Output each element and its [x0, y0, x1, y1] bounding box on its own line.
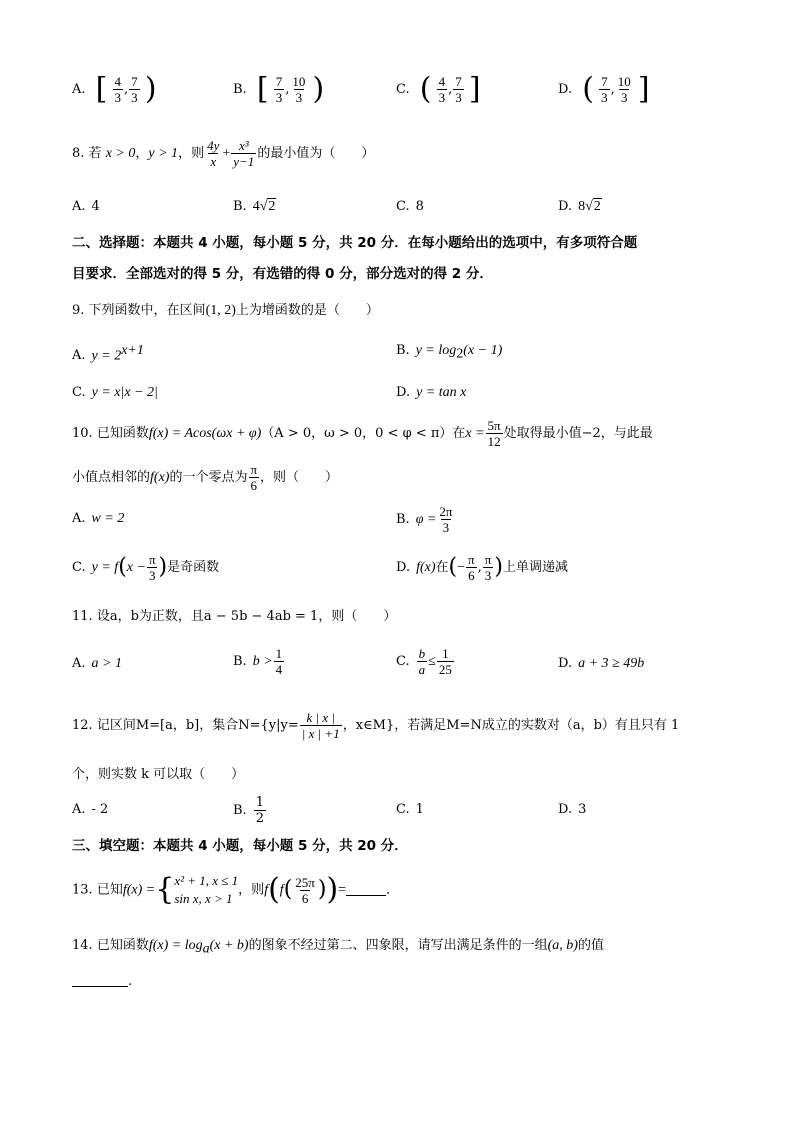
section2-heading-line2: 目要求．全部选对的得 5 分，有选错的得 0 分，部分选对的得 2 分． — [72, 266, 493, 282]
option-value: - 2 — [91, 802, 109, 817]
q10-text: ，则（ ） — [260, 470, 339, 485]
option-label: D. — [558, 656, 573, 671]
q14-text: 的图象不经过第二、四象限，请写出满足条件的一组 — [248, 938, 548, 953]
radicand: 2 — [593, 199, 601, 214]
q13-text: ，则 — [238, 882, 265, 898]
q8-text: 的最小值为（ ） — [257, 146, 375, 161]
expression: y = tan x — [416, 385, 467, 400]
numerator: π — [484, 552, 492, 567]
q10-option-c: C. y = f(x − $\frac{\pi}{3}$ )是奇函数 — [72, 552, 220, 583]
option-value: 4 — [91, 199, 100, 214]
q10-option-a — [72, 511, 124, 527]
q7-option-a: A. [ $\frac{4}{3}$ , $\frac{7}{3}$ ) — [72, 71, 157, 107]
option-label: A. — [72, 82, 86, 97]
q11-option-d — [558, 656, 644, 672]
q13-text: 已知 — [96, 882, 123, 898]
bracket: [ — [95, 71, 108, 107]
expression: x = — [465, 426, 485, 441]
option-label: A. — [72, 802, 86, 817]
function-expression: f(x) = Acos(ωx + φ) — [148, 426, 262, 441]
denominator: 6 — [301, 890, 309, 906]
q12-option-c — [396, 802, 424, 817]
q10-text: 处取得最小值−2，与此最 — [503, 426, 653, 441]
denominator: 3 — [484, 568, 492, 583]
expression: y = log — [415, 343, 457, 358]
denominator: 3 — [442, 520, 450, 535]
question-number: 13. — [72, 882, 93, 898]
numerator: 7 — [455, 74, 462, 89]
ordered-pair: (a, b) — [547, 938, 578, 953]
question-number: 11. — [72, 609, 93, 624]
denominator: a — [418, 662, 426, 677]
option-label: A. — [72, 199, 86, 214]
condition: x > 0 — [105, 146, 136, 161]
option-text: 在 — [435, 560, 449, 575]
option-value: 8 — [415, 199, 424, 214]
argument: (x − 1) — [463, 343, 503, 358]
bracket: ] — [637, 71, 650, 107]
option-label: D. — [558, 82, 573, 97]
expression: y = f — [91, 560, 119, 575]
denominator: 4 — [275, 662, 283, 677]
numerator: 7 — [601, 74, 608, 89]
denominator: 3 — [438, 90, 446, 105]
option-label: B. — [233, 82, 247, 97]
denominator: 3 — [131, 90, 138, 105]
denominator: 3 — [114, 90, 122, 105]
function-name: f — [279, 882, 284, 898]
numerator: 1 — [442, 646, 449, 661]
q8-stem — [72, 138, 374, 169]
expression: φ = — [415, 512, 437, 527]
bracket: [ — [256, 71, 269, 107]
q8-option-d: D. 8√2 — [558, 199, 601, 214]
option-label: D. — [558, 199, 573, 214]
log-base: a — [202, 941, 210, 957]
q9-option-b — [396, 343, 502, 363]
bracket: ) — [312, 71, 325, 107]
q8-option-a — [72, 199, 100, 214]
option-label: D. — [396, 385, 411, 400]
option-label: D. — [396, 560, 411, 575]
option-label: B. — [233, 654, 247, 669]
q9-text: 下列函数中，在区间 — [88, 303, 206, 318]
radicand: 2 — [268, 199, 276, 214]
q9-option-a — [72, 343, 144, 364]
numerator: 10 — [617, 74, 631, 89]
coefficient: 8 — [578, 199, 586, 214]
numerator: b — [418, 646, 426, 661]
question-number: 12. — [72, 718, 93, 733]
denominator: 6 — [468, 568, 475, 583]
numerator: 1 — [255, 795, 264, 810]
denominator: 3 — [455, 90, 462, 105]
punctuation: ． — [386, 882, 400, 898]
numerator: π — [250, 462, 258, 477]
numerator: 10 — [292, 74, 306, 89]
punctuation: . — [128, 974, 133, 989]
q12-option-a — [72, 802, 108, 817]
option-label: C. — [72, 560, 86, 575]
exponent: x+1 — [121, 343, 144, 358]
q10-text: （A > 0，ω > 0，0 < φ < π）在 — [261, 426, 466, 441]
question-number: 14. — [72, 938, 93, 953]
q10-text: 的一个零点为 — [169, 470, 248, 485]
option-label: B. — [233, 199, 247, 214]
option-label: B. — [233, 803, 247, 818]
denominator: 2 — [255, 811, 264, 826]
condition: y > 1 — [148, 146, 179, 161]
option-label: C. — [72, 385, 86, 400]
q8-option-c — [396, 199, 424, 214]
interval: (1, 2) — [205, 303, 236, 318]
q14-answer-line — [72, 974, 132, 990]
function-expression: f(x) — [150, 470, 170, 485]
q12-stem-line2: 个，则实数 k 可以取（ ） — [72, 767, 245, 782]
option-label: C. — [396, 654, 410, 669]
answer-blank[interactable] — [346, 895, 386, 896]
q8-text: ，则 — [178, 146, 205, 161]
option-label: C. — [396, 199, 410, 214]
numerator: 4 — [438, 74, 446, 89]
q8-option-b: B. 4√2 — [233, 199, 276, 214]
q12-option-b — [233, 795, 267, 826]
coefficient: 4 — [252, 199, 260, 214]
q9-stem — [72, 303, 379, 320]
expression: x − — [126, 560, 146, 575]
function-name: f — [264, 882, 269, 898]
q12-stem-line1 — [72, 710, 679, 741]
sign: − — [457, 560, 466, 575]
option-value: 1 — [415, 802, 424, 817]
q11-stem — [72, 609, 396, 625]
question-number: 9. — [72, 303, 85, 318]
q12-option-d — [558, 802, 586, 817]
denominator: y−1 — [233, 154, 255, 169]
relation: ≤ — [428, 654, 436, 669]
q7-option-c: C. ( $\frac{4}{3}$ , $\frac{7}{3}$ ] — [396, 71, 481, 107]
q14-text: 已知函数 — [96, 938, 149, 953]
q10-option-d: D. f(x)在(− $\frac{\pi}{6}$ , $\frac{\pi}{3}$ )上单调递减 — [396, 552, 568, 583]
q9-option-d — [396, 385, 466, 401]
option-label: B. — [396, 343, 410, 358]
numerator: 2π — [439, 504, 453, 519]
option-label: A. — [72, 656, 86, 671]
expression: b > — [252, 654, 273, 669]
q10-text: 已知函数 — [96, 426, 149, 441]
q7-option-b: B. [ $\frac{7}{3}$ , $\frac{10}{3}$ ) — [233, 71, 325, 107]
numerator: x³ — [238, 138, 249, 153]
q9-text: 上为增函数的是（ ） — [235, 303, 379, 318]
q11-text: 设a，b为正数，且a − 5b − 4ab = 1，则（ ） — [96, 609, 397, 624]
expression: w = 2 — [91, 511, 125, 526]
numerator: 7 — [131, 74, 138, 89]
q8-text: 若 — [88, 146, 102, 161]
bracket: ( — [582, 71, 594, 107]
q14-stem — [72, 938, 604, 958]
denominator: 3 — [275, 90, 283, 105]
bracket: ] — [468, 71, 481, 107]
operator: = — [338, 882, 347, 898]
q14-text: 的值 — [577, 938, 604, 953]
option-label: D. — [558, 802, 573, 817]
denominator: x — [210, 154, 217, 169]
bracket: ( — [419, 71, 432, 107]
denominator: | x | +1 — [301, 726, 340, 741]
q10-text: 小值点相邻的 — [72, 470, 151, 485]
option-label: C. — [396, 802, 410, 817]
piecewise-case: sin x, x > 1 — [174, 891, 233, 906]
denominator: 3 — [295, 90, 303, 105]
numerator: k | x | — [306, 710, 335, 725]
section2-heading-line1: 二、选择题：本题共 4 小题，每小题 5 分，共 20 分．在每小题给出的选项中，有多项符合题 — [72, 235, 638, 251]
q7-option-d: D. ( $\frac{7}{3}$ , $\frac{10}{3}$ ] — [558, 71, 650, 107]
answer-blank[interactable] — [72, 986, 128, 987]
option-label: C. — [396, 82, 410, 97]
function-expression: f(x) = — [122, 882, 156, 898]
q10-option-b — [396, 504, 455, 535]
log-base: 2 — [456, 346, 464, 362]
expression: a > 1 — [91, 656, 122, 671]
numerator: 7 — [275, 74, 283, 89]
denominator: 6 — [250, 478, 257, 493]
option-label: A. — [72, 511, 86, 526]
denominator: 3 — [148, 568, 156, 583]
option-label: A. — [72, 348, 86, 364]
q10-stem-line2 — [72, 462, 338, 493]
option-value: 3 — [578, 802, 587, 817]
q13-stem: 13. 已知f(x) ={ x² + 1, x ≤ 1 sin x, x > 1 ，则f(f( $\frac{25\pi}{6}$ ))= ． — [72, 872, 400, 907]
q10-stem-line1 — [72, 418, 653, 449]
numerator: 4 — [114, 74, 122, 89]
question-number: 8. — [72, 146, 85, 161]
question-number: 10. — [72, 426, 93, 441]
q9-option-c — [72, 385, 158, 401]
denominator: 3 — [601, 90, 608, 105]
option-text: 上单调递减 — [502, 560, 568, 575]
q12-text: ，x∈M}，若满足M=N成立的实数对（a，b）有且只有 1 — [342, 718, 680, 733]
numerator: 25π — [295, 874, 315, 890]
q11-option-b — [233, 646, 285, 677]
expression: y = 2 — [91, 348, 122, 364]
piecewise-case: x² + 1, x ≤ 1 — [174, 873, 239, 888]
numerator: 4y — [207, 138, 220, 153]
option-label: B. — [396, 512, 410, 527]
bracket: ) — [144, 71, 157, 107]
numerator: 5π — [487, 418, 501, 433]
denominator: 3 — [620, 90, 628, 105]
numerator: π — [468, 552, 475, 567]
expression: f(x) — [416, 560, 436, 575]
argument: (x + b) — [209, 938, 249, 953]
denominator: 12 — [487, 434, 501, 449]
function-expression: f(x) = log — [148, 938, 203, 953]
expression: y = x|x − 2| — [91, 385, 158, 400]
q11-option-c — [396, 646, 455, 677]
operator: + — [222, 146, 231, 161]
denominator: 25 — [438, 662, 452, 677]
numerator: π — [148, 552, 156, 567]
expression: a + 3 ≥ 49b — [578, 656, 645, 671]
section3-heading: 三、填空题：本题共 4 小题，每小题 5 分，共 20 分． — [72, 838, 408, 854]
separator: ， — [135, 146, 149, 161]
numerator: 1 — [275, 646, 283, 661]
q12-text: 记区间M=[a，b]，集合N={y|y= — [96, 718, 299, 733]
option-text: 是奇函数 — [167, 560, 220, 575]
q11-option-a — [72, 656, 122, 672]
